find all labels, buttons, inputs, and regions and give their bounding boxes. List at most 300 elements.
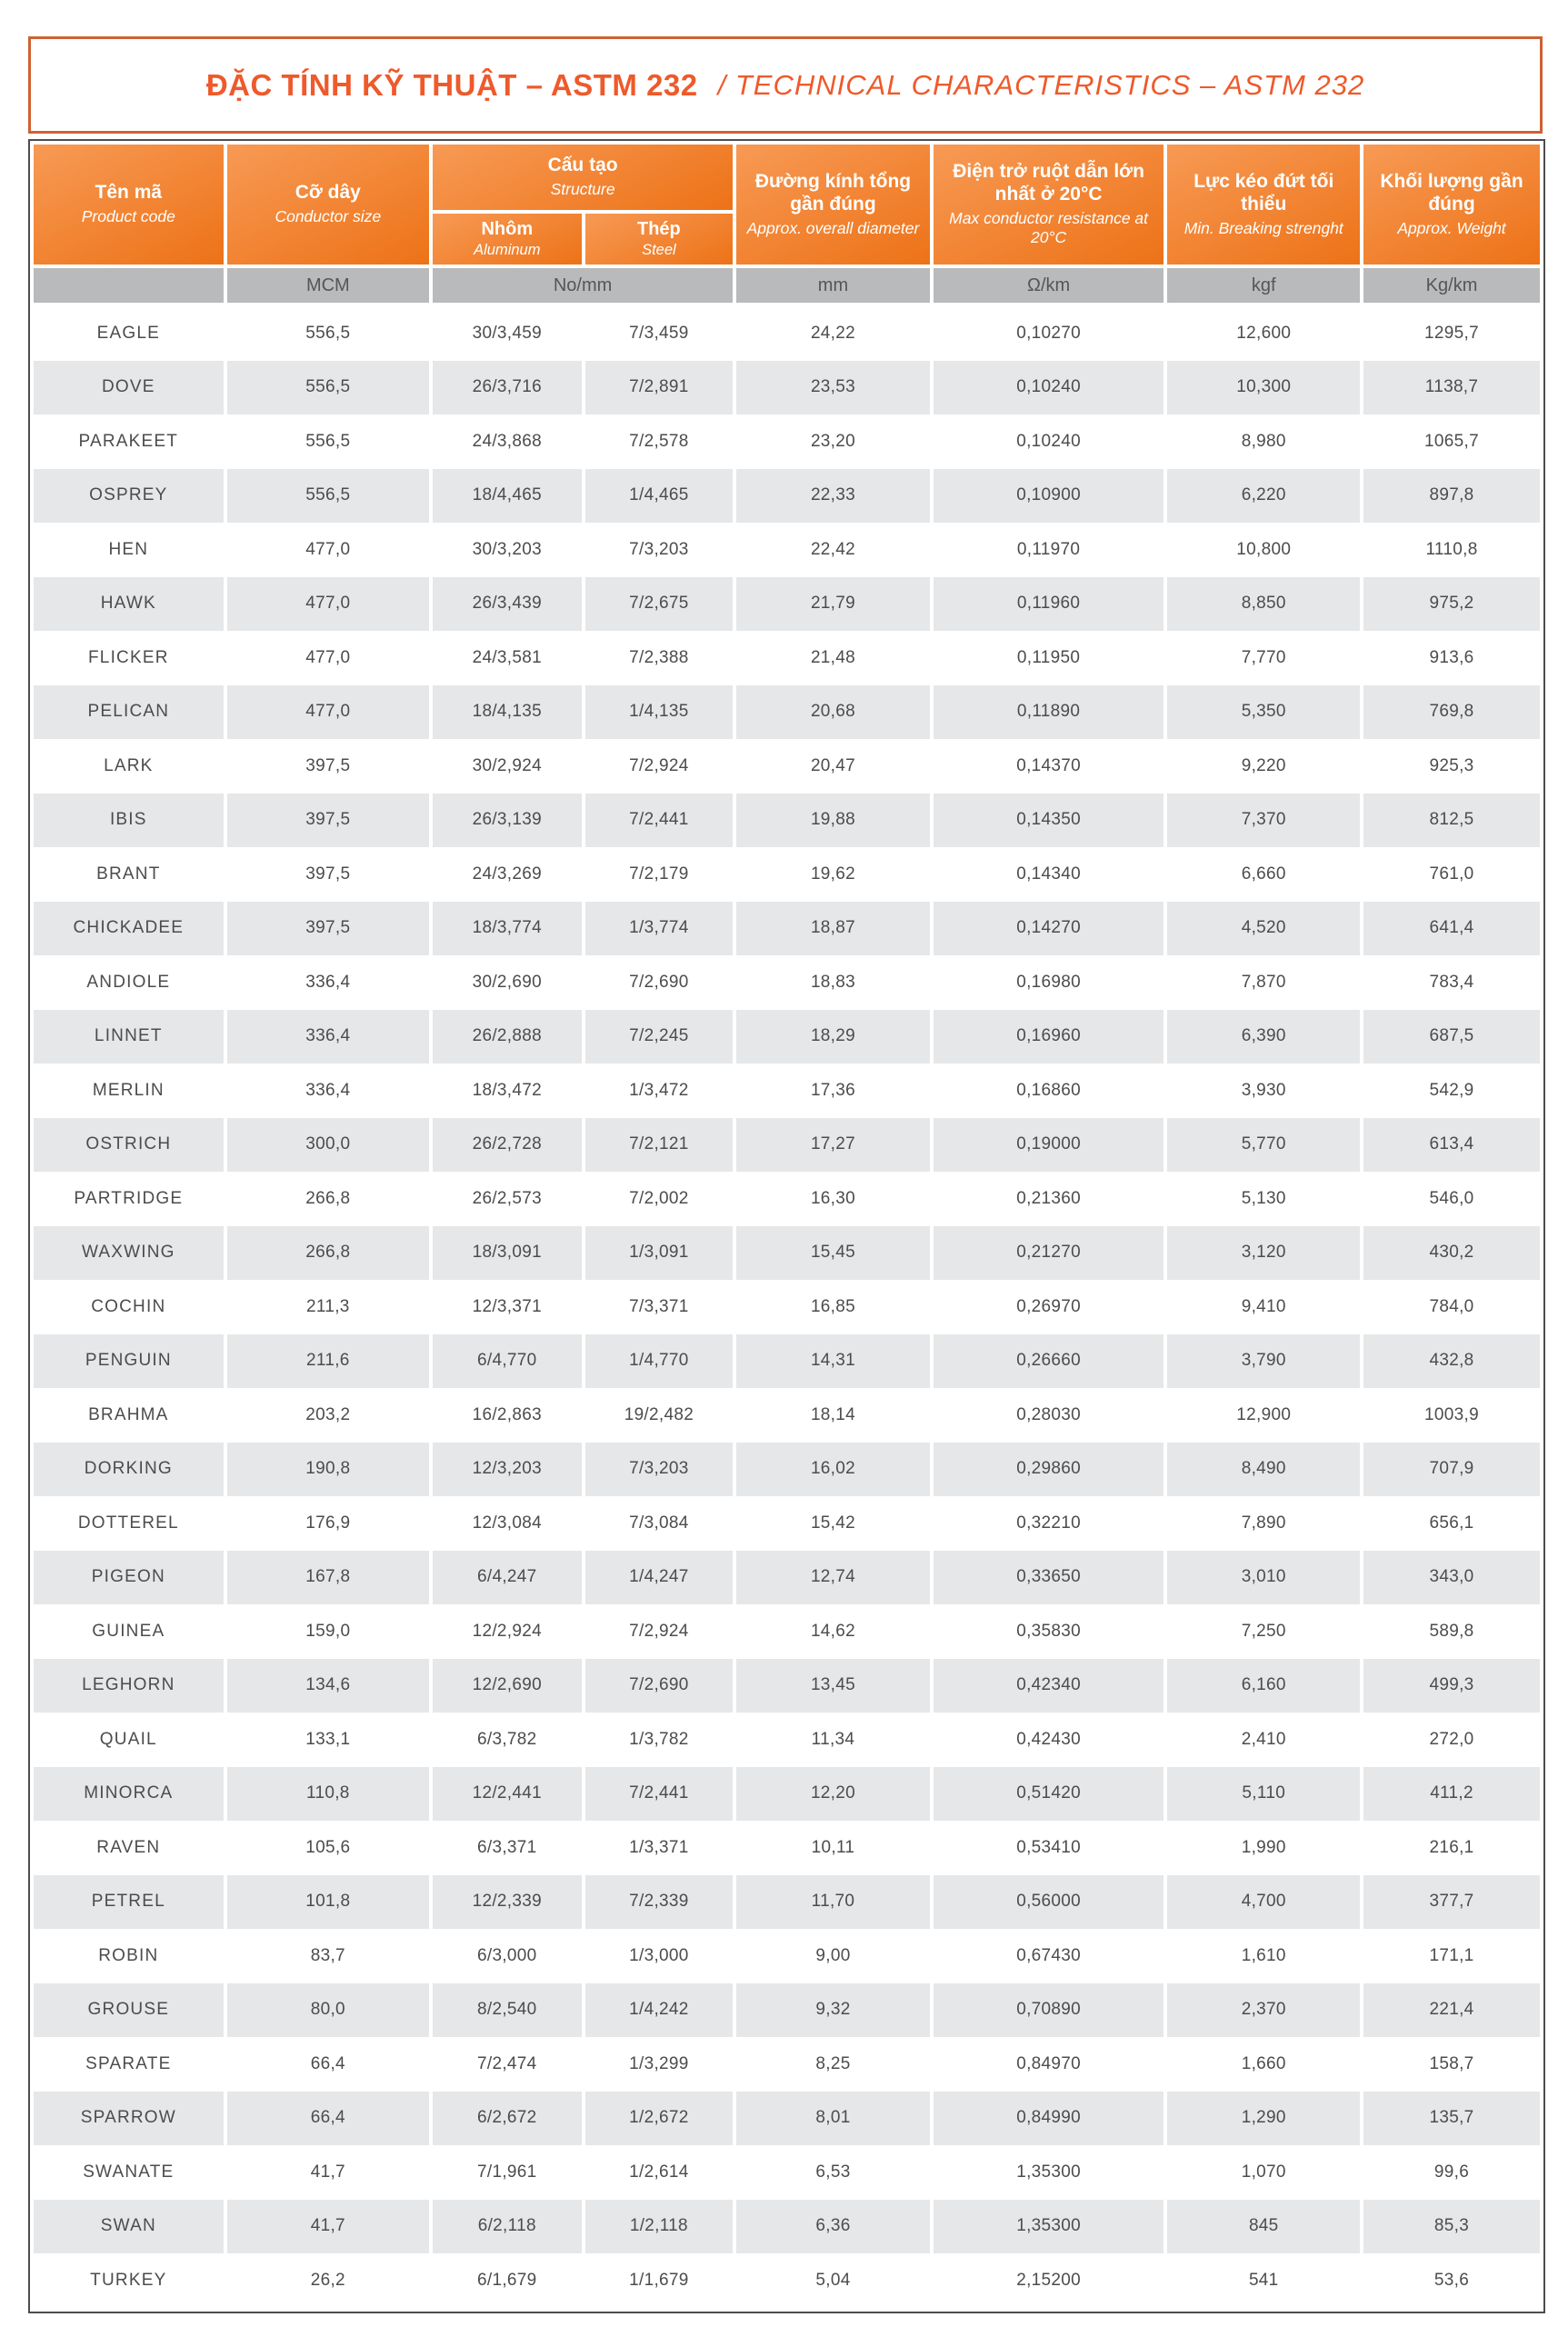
table-row <box>34 631 1540 685</box>
table-row <box>34 577 1540 632</box>
weight-cell: 377,7 <box>1363 1875 1540 1930</box>
diameter-cell: 18,29 <box>736 1010 930 1064</box>
aluminum-structure-cell: 18/4,465 <box>433 469 582 524</box>
table-row <box>34 847 1540 902</box>
aluminum-structure-cell: 26/3,439 <box>433 577 582 632</box>
resistance-cell: 2,15200 <box>934 2253 1164 2308</box>
breaking-strength-cell: 7,890 <box>1167 1496 1360 1551</box>
resistance-cell: 0,16960 <box>934 1010 1164 1064</box>
aluminum-structure-cell: 18/3,472 <box>433 1064 582 1118</box>
conductor-size-cell: 211,6 <box>227 1334 429 1389</box>
resistance-cell: 0,10240 <box>934 361 1164 415</box>
aluminum-structure-cell: 26/2,573 <box>433 1172 582 1226</box>
breaking-strength-cell: 6,220 <box>1167 469 1360 524</box>
unit-breaking-strength: kgf <box>1167 268 1360 303</box>
conductor-size-cell: 477,0 <box>227 523 429 577</box>
table-row <box>34 469 1540 524</box>
diameter-cell: 16,02 <box>736 1443 930 1497</box>
breaking-strength-cell: 12,600 <box>1167 306 1360 361</box>
product-code-cell: CHICKADEE <box>34 902 224 956</box>
product-code-cell: PELICAN <box>34 685 224 740</box>
diameter-cell: 14,31 <box>736 1334 930 1389</box>
weight-cell: 1295,7 <box>1363 306 1540 361</box>
header-diameter <box>736 145 930 265</box>
resistance-cell: 0,29860 <box>934 1443 1164 1497</box>
aluminum-structure-cell: 12/2,690 <box>433 1659 582 1713</box>
diameter-cell: 15,45 <box>736 1226 930 1281</box>
diameter-cell: 12,20 <box>736 1767 930 1822</box>
breaking-strength-cell: 3,790 <box>1167 1334 1360 1389</box>
steel-structure-cell: 1/4,465 <box>585 469 734 524</box>
steel-structure-cell: 7/2,179 <box>585 847 734 902</box>
steel-structure-cell: 1/3,472 <box>585 1064 734 1118</box>
aluminum-structure-cell: 26/3,139 <box>433 794 582 848</box>
diameter-cell: 11,70 <box>736 1875 930 1930</box>
diameter-cell: 18,87 <box>736 902 930 956</box>
product-code-cell: OSTRICH <box>34 1118 224 1173</box>
table-header <box>34 145 1540 265</box>
weight-cell: 1138,7 <box>1363 361 1540 415</box>
breaking-strength-cell: 2,410 <box>1167 1713 1360 1767</box>
conductor-size-cell: 556,5 <box>227 306 429 361</box>
breaking-strength-cell: 3,010 <box>1167 1551 1360 1605</box>
aluminum-structure-cell: 12/3,371 <box>433 1280 582 1334</box>
resistance-cell: 0,33650 <box>934 1551 1164 1605</box>
aluminum-structure-cell: 6/2,672 <box>433 2092 582 2146</box>
weight-cell: 897,8 <box>1363 469 1540 524</box>
conductor-size-cell: 190,8 <box>227 1443 429 1497</box>
conductor-size-cell: 133,1 <box>227 1713 429 1767</box>
breaking-strength-cell: 8,490 <box>1167 1443 1360 1497</box>
diameter-cell: 18,83 <box>736 955 930 1010</box>
product-code-cell: MINORCA <box>34 1767 224 1822</box>
weight-cell: 613,4 <box>1363 1118 1540 1173</box>
table-row <box>34 1496 1540 1551</box>
diameter-cell: 8,01 <box>736 2092 930 2146</box>
header-resistance-vi: Điện trở ruột dẫn lớn nhất ở 20°C <box>953 161 1144 205</box>
breaking-strength-cell: 1,610 <box>1167 1929 1360 1983</box>
weight-cell: 411,2 <box>1363 1767 1540 1822</box>
aluminum-structure-cell: 26/2,728 <box>433 1118 582 1173</box>
product-code-cell: WAXWING <box>34 1226 224 1281</box>
table-row <box>34 1713 1540 1767</box>
conductor-size-cell: 336,4 <box>227 955 429 1010</box>
weight-cell: 1110,8 <box>1363 523 1540 577</box>
product-code-cell: OSPREY <box>34 469 224 524</box>
steel-structure-cell: 1/1,679 <box>585 2253 734 2308</box>
breaking-strength-cell: 845 <box>1167 2200 1360 2254</box>
aluminum-structure-cell: 30/3,459 <box>433 306 582 361</box>
steel-structure-cell: 1/2,614 <box>585 2145 734 2200</box>
header-structure-subcolumns <box>433 214 733 265</box>
resistance-cell: 0,11970 <box>934 523 1164 577</box>
resistance-cell: 0,21270 <box>934 1226 1164 1281</box>
weight-cell: 53,6 <box>1363 2253 1540 2308</box>
weight-cell: 1065,7 <box>1363 414 1540 469</box>
weight-cell: 542,9 <box>1363 1064 1540 1118</box>
aluminum-structure-cell: 6/2,118 <box>433 2200 582 2254</box>
conductor-size-cell: 66,4 <box>227 2037 429 2092</box>
steel-structure-cell: 7/3,084 <box>585 1496 734 1551</box>
diameter-cell: 20,47 <box>736 739 930 794</box>
weight-cell: 975,2 <box>1363 577 1540 632</box>
breaking-strength-cell: 7,870 <box>1167 955 1360 1010</box>
resistance-cell: 0,11950 <box>934 631 1164 685</box>
diameter-cell: 14,62 <box>736 1604 930 1659</box>
diameter-cell: 23,53 <box>736 361 930 415</box>
aluminum-structure-cell: 26/3,716 <box>433 361 582 415</box>
diameter-cell: 16,85 <box>736 1280 930 1334</box>
product-code-cell: LEGHORN <box>34 1659 224 1713</box>
product-code-cell: BRANT <box>34 847 224 902</box>
page-title-english: / TECHNICAL CHARACTERISTICS – ASTM 232 <box>717 68 1365 101</box>
table-row <box>34 794 1540 848</box>
header-structure-group <box>433 145 733 265</box>
steel-structure-cell: 7/2,690 <box>585 955 734 1010</box>
header-steel-en: Steel <box>642 241 676 258</box>
conductor-size-cell: 105,6 <box>227 1821 429 1875</box>
weight-cell: 589,8 <box>1363 1604 1540 1659</box>
weight-cell: 812,5 <box>1363 794 1540 848</box>
title-box <box>28 36 1543 134</box>
table-row <box>34 1983 1540 2038</box>
breaking-strength-cell: 9,410 <box>1167 1280 1360 1334</box>
resistance-cell: 0,56000 <box>934 1875 1164 1930</box>
table-row <box>34 523 1540 577</box>
table-row <box>34 2200 1540 2254</box>
breaking-strength-cell: 3,930 <box>1167 1064 1360 1118</box>
product-code-cell: PARAKEET <box>34 414 224 469</box>
aluminum-structure-cell: 18/4,135 <box>433 685 582 740</box>
weight-cell: 499,3 <box>1363 1659 1540 1713</box>
resistance-cell: 0,16860 <box>934 1064 1164 1118</box>
product-code-cell: SWAN <box>34 2200 224 2254</box>
resistance-cell: 1,35300 <box>934 2145 1164 2200</box>
table-row <box>34 739 1540 794</box>
header-breaking-strength-en: Min. Breaking strenght <box>1183 218 1343 237</box>
resistance-cell: 0,10270 <box>934 306 1164 361</box>
diameter-cell: 16,30 <box>736 1172 930 1226</box>
steel-structure-cell: 1/3,782 <box>585 1713 734 1767</box>
table-row <box>34 1875 1540 1930</box>
conductor-size-cell: 159,0 <box>227 1604 429 1659</box>
aluminum-structure-cell: 24/3,269 <box>433 847 582 902</box>
steel-structure-cell: 7/2,002 <box>585 1172 734 1226</box>
weight-cell: 925,3 <box>1363 739 1540 794</box>
characteristics-table <box>28 139 1545 2313</box>
steel-structure-cell: 7/2,245 <box>585 1010 734 1064</box>
unit-diameter: mm <box>736 268 930 303</box>
breaking-strength-cell: 541 <box>1167 2253 1360 2308</box>
resistance-cell: 0,51420 <box>934 1767 1164 1822</box>
weight-cell: 783,4 <box>1363 955 1540 1010</box>
product-code-cell: ROBIN <box>34 1929 224 1983</box>
resistance-cell: 0,14350 <box>934 794 1164 848</box>
conductor-size-cell: 397,5 <box>227 794 429 848</box>
steel-structure-cell: 19/2,482 <box>585 1388 734 1443</box>
conductor-size-cell: 83,7 <box>227 1929 429 1983</box>
conductor-size-cell: 167,8 <box>227 1551 429 1605</box>
steel-structure-cell: 1/4,242 <box>585 1983 734 2038</box>
steel-structure-cell: 1/4,135 <box>585 685 734 740</box>
header-product-code-en: Product code <box>81 207 175 226</box>
conductor-size-cell: 556,5 <box>227 469 429 524</box>
breaking-strength-cell: 10,800 <box>1167 523 1360 577</box>
resistance-cell: 0,42430 <box>934 1713 1164 1767</box>
steel-structure-cell: 7/2,690 <box>585 1659 734 1713</box>
conductor-size-cell: 41,7 <box>227 2145 429 2200</box>
table-row <box>34 1064 1540 1118</box>
resistance-cell: 0,10900 <box>934 469 1164 524</box>
product-code-cell: BRAHMA <box>34 1388 224 1443</box>
weight-cell: 769,8 <box>1363 685 1540 740</box>
conductor-size-cell: 266,8 <box>227 1226 429 1281</box>
diameter-cell: 23,20 <box>736 414 930 469</box>
table-row <box>34 1659 1540 1713</box>
breaking-strength-cell: 4,520 <box>1167 902 1360 956</box>
header-aluminum-en: Aluminum <box>474 241 541 258</box>
breaking-strength-cell: 7,770 <box>1167 631 1360 685</box>
product-code-cell: GROUSE <box>34 1983 224 2038</box>
breaking-strength-cell: 5,350 <box>1167 685 1360 740</box>
weight-cell: 761,0 <box>1363 847 1540 902</box>
units-row <box>34 268 1540 303</box>
resistance-cell: 0,26970 <box>934 1280 1164 1334</box>
diameter-cell: 10,11 <box>736 1821 930 1875</box>
table-row <box>34 1280 1540 1334</box>
table-row <box>34 1226 1540 1281</box>
steel-structure-cell: 7/3,459 <box>585 306 734 361</box>
header-product-code <box>34 145 224 265</box>
steel-structure-cell: 1/3,000 <box>585 1929 734 1983</box>
product-code-cell: DOVE <box>34 361 224 415</box>
unit-structure: No/mm <box>433 268 733 303</box>
aluminum-structure-cell: 12/2,924 <box>433 1604 582 1659</box>
header-structure-vi: Cấu tạo <box>547 155 618 176</box>
weight-cell: 343,0 <box>1363 1551 1540 1605</box>
breaking-strength-cell: 5,770 <box>1167 1118 1360 1173</box>
weight-cell: 687,5 <box>1363 1010 1540 1064</box>
unit-weight: Kg/km <box>1363 268 1540 303</box>
table-row <box>34 1388 1540 1443</box>
steel-structure-cell: 1/3,299 <box>585 2037 734 2092</box>
weight-cell: 1003,9 <box>1363 1388 1540 1443</box>
aluminum-structure-cell: 6/4,770 <box>433 1334 582 1389</box>
diameter-cell: 21,79 <box>736 577 930 632</box>
conductor-size-cell: 397,5 <box>227 847 429 902</box>
conductor-size-cell: 134,6 <box>227 1659 429 1713</box>
product-code-cell: PETREL <box>34 1875 224 1930</box>
breaking-strength-cell: 8,850 <box>1167 577 1360 632</box>
product-code-cell: SPARATE <box>34 2037 224 2092</box>
weight-cell: 99,6 <box>1363 2145 1540 2200</box>
resistance-cell: 0,14370 <box>934 739 1164 794</box>
header-weight <box>1363 145 1540 265</box>
table-row <box>34 361 1540 415</box>
unit-resistance: Ω/km <box>934 268 1164 303</box>
product-code-cell: MERLIN <box>34 1064 224 1118</box>
breaking-strength-cell: 7,250 <box>1167 1604 1360 1659</box>
resistance-cell: 0,16980 <box>934 955 1164 1010</box>
aluminum-structure-cell: 18/3,091 <box>433 1226 582 1281</box>
breaking-strength-cell: 1,290 <box>1167 2092 1360 2146</box>
table-row <box>34 1334 1540 1389</box>
steel-structure-cell: 1/2,118 <box>585 2200 734 2254</box>
diameter-cell: 12,74 <box>736 1551 930 1605</box>
weight-cell: 784,0 <box>1363 1280 1540 1334</box>
resistance-cell: 0,67430 <box>934 1929 1164 1983</box>
conductor-size-cell: 66,4 <box>227 2092 429 2146</box>
conductor-size-cell: 101,8 <box>227 1875 429 1930</box>
steel-structure-cell: 7/2,924 <box>585 739 734 794</box>
table-row <box>34 955 1540 1010</box>
table-row <box>34 2037 1540 2092</box>
product-code-cell: PENGUIN <box>34 1334 224 1389</box>
conductor-size-cell: 397,5 <box>227 902 429 956</box>
table-row <box>34 1604 1540 1659</box>
product-code-cell: TURKEY <box>34 2253 224 2308</box>
weight-cell: 158,7 <box>1363 2037 1540 2092</box>
header-product-code-vi: Tên mã <box>95 182 163 204</box>
conductor-size-cell: 336,4 <box>227 1010 429 1064</box>
weight-cell: 272,0 <box>1363 1713 1540 1767</box>
diameter-cell: 9,00 <box>736 1929 930 1983</box>
product-code-cell: SWANATE <box>34 2145 224 2200</box>
steel-structure-cell: 7/2,441 <box>585 1767 734 1822</box>
header-conductor-size <box>227 145 429 265</box>
header-diameter-vi: Đường kính tổng gần đúng <box>754 171 912 215</box>
resistance-cell: 0,70890 <box>934 1983 1164 2038</box>
header-resistance-en: Max conductor resistance at 20°C <box>949 208 1149 247</box>
product-code-cell: PARTRIDGE <box>34 1172 224 1226</box>
weight-cell: 216,1 <box>1363 1821 1540 1875</box>
conductor-size-cell: 477,0 <box>227 631 429 685</box>
product-code-cell: HEN <box>34 523 224 577</box>
weight-cell: 85,3 <box>1363 2200 1540 2254</box>
breaking-strength-cell: 8,980 <box>1167 414 1360 469</box>
steel-structure-cell: 7/2,121 <box>585 1118 734 1173</box>
weight-cell: 546,0 <box>1363 1172 1540 1226</box>
steel-structure-cell: 7/2,578 <box>585 414 734 469</box>
aluminum-structure-cell: 12/2,441 <box>433 1767 582 1822</box>
conductor-size-cell: 556,5 <box>227 361 429 415</box>
header-aluminum-vi: Nhôm <box>481 219 534 240</box>
steel-structure-cell: 7/3,203 <box>585 523 734 577</box>
table-row <box>34 1172 1540 1226</box>
table-row <box>34 1551 1540 1605</box>
unit-conductor-size: MCM <box>227 268 429 303</box>
table-row <box>34 1118 1540 1173</box>
conductor-size-cell: 477,0 <box>227 577 429 632</box>
diameter-cell: 19,88 <box>736 794 930 848</box>
steel-structure-cell: 1/2,672 <box>585 2092 734 2146</box>
product-code-cell: LINNET <box>34 1010 224 1064</box>
product-code-cell: GUINEA <box>34 1604 224 1659</box>
aluminum-structure-cell: 30/2,924 <box>433 739 582 794</box>
resistance-cell: 0,10240 <box>934 414 1164 469</box>
aluminum-structure-cell: 24/3,868 <box>433 414 582 469</box>
breaking-strength-cell: 6,390 <box>1167 1010 1360 1064</box>
table-row <box>34 1821 1540 1875</box>
steel-structure-cell: 7/3,371 <box>585 1280 734 1334</box>
product-code-cell: COCHIN <box>34 1280 224 1334</box>
breaking-strength-cell: 5,110 <box>1167 1767 1360 1822</box>
diameter-cell: 20,68 <box>736 685 930 740</box>
resistance-cell: 0,42340 <box>934 1659 1164 1713</box>
diameter-cell: 9,32 <box>736 1983 930 2038</box>
steel-structure-cell: 1/3,774 <box>585 902 734 956</box>
table-row <box>34 306 1540 361</box>
weight-cell: 135,7 <box>1363 2092 1540 2146</box>
diameter-cell: 15,42 <box>736 1496 930 1551</box>
product-code-cell: QUAIL <box>34 1713 224 1767</box>
aluminum-structure-cell: 30/3,203 <box>433 523 582 577</box>
product-code-cell: DOTTEREL <box>34 1496 224 1551</box>
conductor-size-cell: 336,4 <box>227 1064 429 1118</box>
diameter-cell: 8,25 <box>736 2037 930 2092</box>
steel-structure-cell: 1/4,770 <box>585 1334 734 1389</box>
steel-structure-cell: 7/2,891 <box>585 361 734 415</box>
diameter-cell: 17,27 <box>736 1118 930 1173</box>
breaking-strength-cell: 9,220 <box>1167 739 1360 794</box>
weight-cell: 432,8 <box>1363 1334 1540 1389</box>
table-row <box>34 1443 1540 1497</box>
steel-structure-cell: 7/3,203 <box>585 1443 734 1497</box>
weight-cell: 171,1 <box>1363 1929 1540 1983</box>
aluminum-structure-cell: 8/2,540 <box>433 1983 582 2038</box>
header-resistance <box>934 145 1164 265</box>
diameter-cell: 6,36 <box>736 2200 930 2254</box>
conductor-size-cell: 80,0 <box>227 1983 429 2038</box>
aluminum-structure-cell: 26/2,888 <box>433 1010 582 1064</box>
steel-structure-cell: 1/3,371 <box>585 1821 734 1875</box>
table-row <box>34 2253 1540 2308</box>
breaking-strength-cell: 6,660 <box>1167 847 1360 902</box>
table-row <box>34 2145 1540 2200</box>
steel-structure-cell: 1/3,091 <box>585 1226 734 1281</box>
resistance-cell: 0,35830 <box>934 1604 1164 1659</box>
product-code-cell: PIGEON <box>34 1551 224 1605</box>
header-steel <box>585 214 734 265</box>
aluminum-structure-cell: 7/2,474 <box>433 2037 582 2092</box>
diameter-cell: 11,34 <box>736 1713 930 1767</box>
conductor-size-cell: 211,3 <box>227 1280 429 1334</box>
header-weight-en: Approx. Weight <box>1397 218 1506 237</box>
breaking-strength-cell: 2,370 <box>1167 1983 1360 2038</box>
weight-cell: 913,6 <box>1363 631 1540 685</box>
header-structure-en: Structure <box>550 180 615 199</box>
conductor-size-cell: 266,8 <box>227 1172 429 1226</box>
aluminum-structure-cell: 6/1,679 <box>433 2253 582 2308</box>
header-structure <box>433 145 733 210</box>
breaking-strength-cell: 4,700 <box>1167 1875 1360 1930</box>
conductor-size-cell: 556,5 <box>227 414 429 469</box>
table-body <box>34 306 1540 2308</box>
header-diameter-en: Approx. overall diameter <box>746 218 920 237</box>
breaking-strength-cell: 6,160 <box>1167 1659 1360 1713</box>
steel-structure-cell: 7/2,924 <box>585 1604 734 1659</box>
aluminum-structure-cell: 7/1,961 <box>433 2145 582 2200</box>
table-row <box>34 685 1540 740</box>
header-breaking-strength <box>1167 145 1360 265</box>
diameter-cell: 6,53 <box>736 2145 930 2200</box>
table-row <box>34 1929 1540 1983</box>
breaking-strength-cell: 10,300 <box>1167 361 1360 415</box>
breaking-strength-cell: 12,900 <box>1167 1388 1360 1443</box>
product-code-cell: DORKING <box>34 1443 224 1497</box>
unit-product-code <box>34 268 224 303</box>
diameter-cell: 21,48 <box>736 631 930 685</box>
